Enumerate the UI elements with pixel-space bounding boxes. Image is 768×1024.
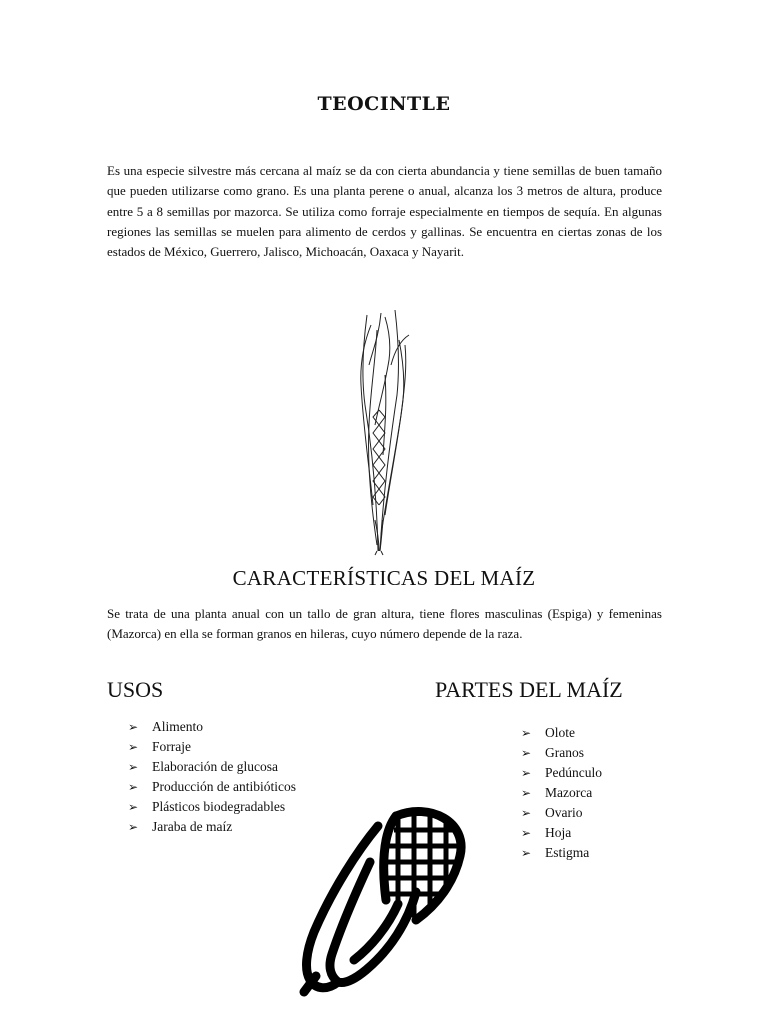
list-item [128, 717, 296, 737]
list-item [521, 783, 602, 803]
list-item-label: Jaraba de maíz [152, 819, 233, 834]
arrow-bullet-icon: ➢ [521, 746, 532, 760]
arrow-bullet-icon: ➢ [128, 720, 139, 734]
corn-cob-icon [298, 800, 470, 1000]
list-item-label: Ovario [545, 805, 583, 820]
list-item [128, 757, 296, 777]
arrow-bullet-icon: ➢ [128, 780, 139, 794]
list-item-label: Elaboración de glucosa [152, 759, 278, 774]
list-item [521, 803, 602, 823]
arrow-bullet-icon: ➢ [128, 820, 139, 834]
list-item-label: Pedúnculo [545, 765, 602, 780]
usos-heading: USOS [107, 677, 164, 702]
teocintle-paragraph: Es una especie silvestre más cercana al maíz se da con cierta abundancia y tiene semillas de buen tamaño que pueden utilizarse como grano. Es una planta perene o anual, alcanza los 3 metros de altura, produce entre 5 a 8 semillas por mazorca. Se utiliza como forraje especialmente en tiempos de sequía. En algunas regiones las semillas se muelen para alimento de cerdos y gallinas. Se encuentra en ciertas zonas de los estados de México, Guerrero, Jalisco, Michoacán, Oaxaca y Nayarit. [107, 163, 662, 260]
list-item-label: Mazorca [545, 785, 593, 800]
arrow-bullet-icon: ➢ [128, 740, 139, 754]
arrow-bullet-icon: ➢ [521, 786, 532, 800]
arrow-bullet-icon: ➢ [128, 760, 139, 774]
list-item [128, 737, 296, 757]
list-item [521, 843, 602, 863]
list-item-label: Producción de antibióticos [152, 779, 296, 794]
partes-heading: PARTES DEL MAÍZ [435, 677, 623, 702]
list-item-label: Estigma [545, 845, 590, 860]
list-item [521, 743, 602, 763]
caracteristicas-paragraph: Se trata de una planta anual con un tallo de gran altura, tiene flores masculinas (Espiga) y femeninas (Mazorca) en ella se forman granos en hileras, cuyo número depende de la raza. [107, 606, 662, 642]
list-item-label: Alimento [152, 719, 203, 734]
arrow-bullet-icon: ➢ [521, 806, 532, 820]
list-item [128, 797, 296, 817]
list-item [521, 823, 602, 843]
teocintle-title: TEOCINTLE [317, 93, 451, 115]
usos-list [128, 717, 296, 837]
partes-list [521, 723, 602, 863]
teocintle-plant-illustration [355, 305, 425, 557]
arrow-bullet-icon: ➢ [521, 726, 532, 740]
list-item-label: Olote [545, 725, 575, 740]
arrow-bullet-icon: ➢ [128, 800, 139, 814]
list-item-label: Forraje [152, 739, 191, 754]
arrow-bullet-icon: ➢ [521, 846, 532, 860]
list-item-label: Plásticos biodegradables [152, 799, 286, 814]
caracteristicas-title: CARACTERÍSTICAS DEL MAÍZ [232, 566, 536, 590]
list-item [521, 763, 602, 783]
list-item [128, 817, 296, 837]
list-item-label: Granos [545, 745, 584, 760]
list-item [521, 723, 602, 743]
list-item-label: Hoja [545, 825, 572, 840]
arrow-bullet-icon: ➢ [521, 826, 532, 840]
arrow-bullet-icon: ➢ [521, 766, 532, 780]
list-item [128, 777, 296, 797]
